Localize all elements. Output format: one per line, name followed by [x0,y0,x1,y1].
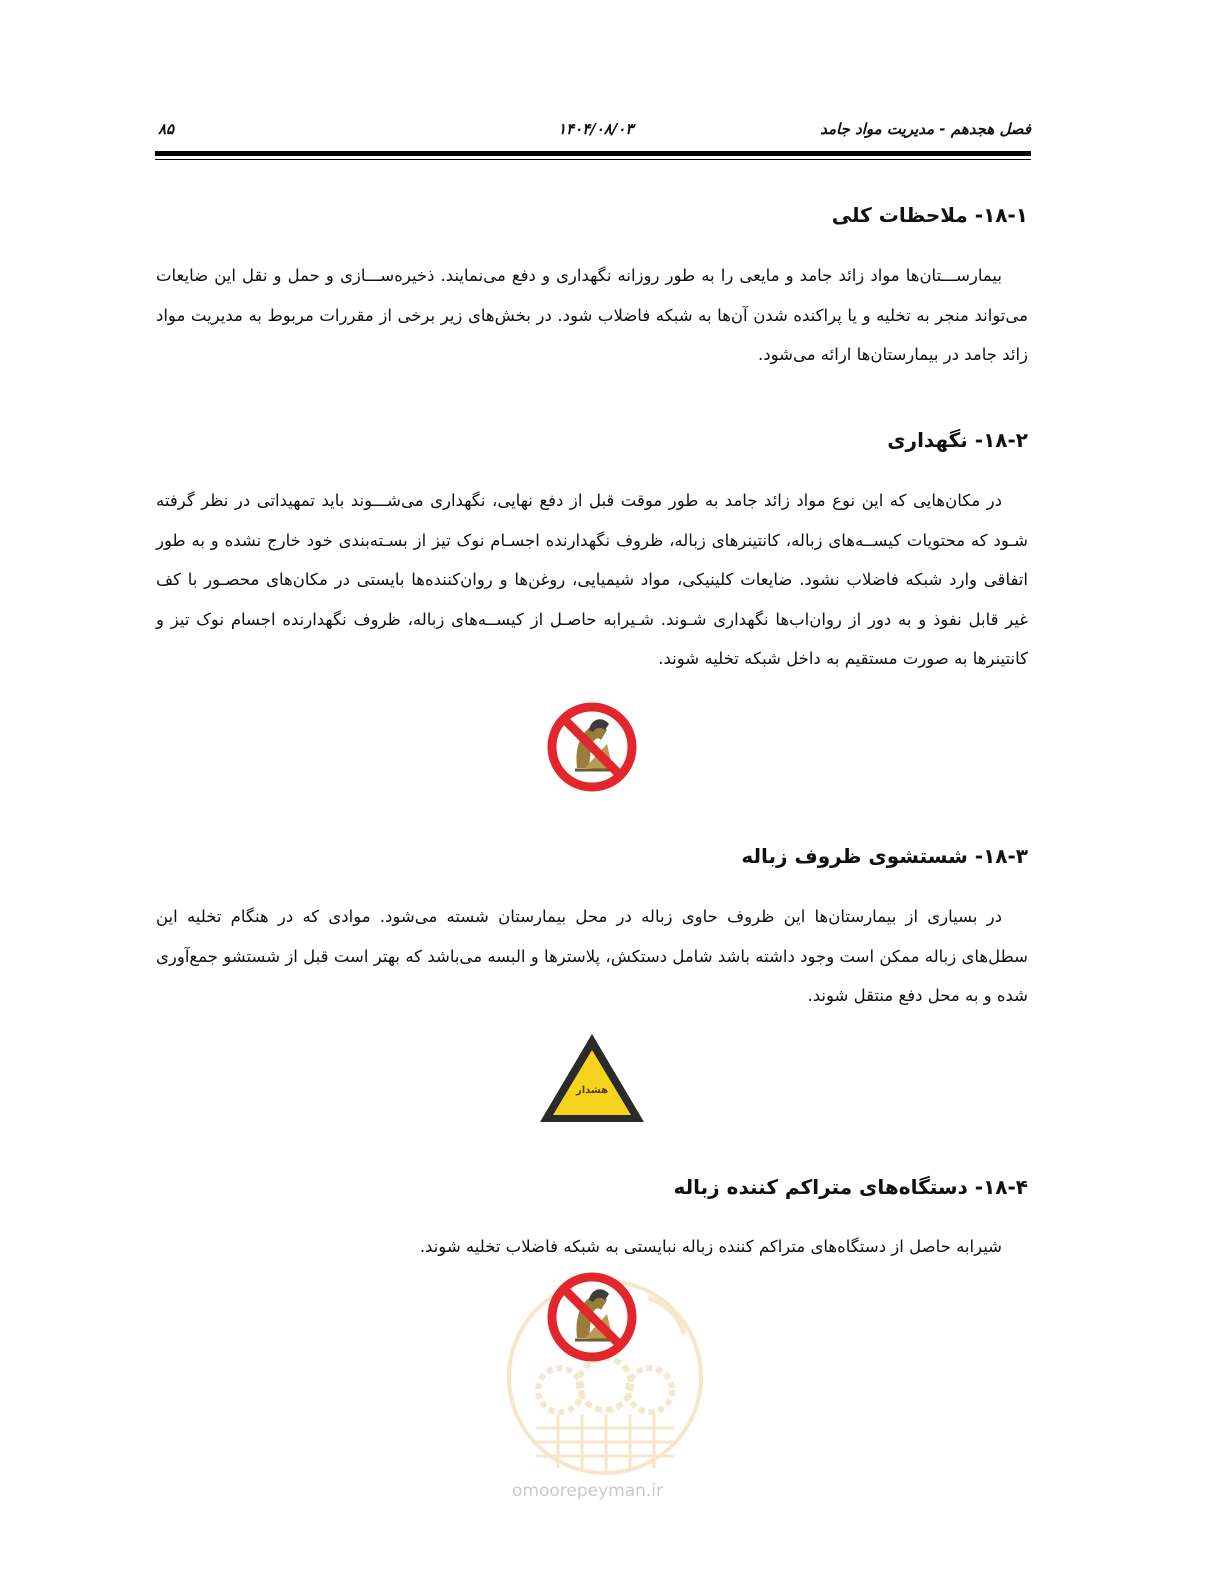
watermark-site: omoorepeyman.ir [512,1481,664,1501]
no-pouring-icon [545,700,639,794]
header-rule-thin [155,159,1031,160]
section-paragraph-3: در بسیاری از بیمارستان‌ها این ظروف حاوی زباله در محل بیمارستان شسته می‌شود. موادی که در هنگام تخلیه این سطل‌های زباله ممکن است وجود داشته باشد شامل دستکش، پلاسترها و البسه می‌باشد که بهتر است قبل از شستشو جمع‌آوری شده و به محل دفع منتقل شوند. [156,907,1028,1005]
chapter-title: فصل هجدهم - مدیریت مواد جامد [820,120,1031,138]
no-pouring-icon [545,1270,639,1364]
section-heading-2: ۱۸-۲- نگهداری [887,428,1028,452]
warning-label: هشدار [575,1085,609,1096]
section-heading-4: ۱۸-۴- دستگاه‌های متراکم کننده زباله [673,1175,1028,1199]
section-paragraph-2: در مکان‌هایی که این نوع مواد زائد جامد به طور موقت قبل از دفع نهایی، نگهداری می‌شـــوند باید تمهیداتی در نظر گرفته شـود که محتویات کیســه‌های زباله، کانتینرهای زباله، ظروف نگهدارنده اجسـام نوک تیز از بسـته‌بندی خود خارج نشده و به طور اتفاقی وارد شبکه فاضلاب نشود. ضایعات کلینیکی، مواد شیمیایی، روغن‌ها و روان‌کننده‌ها بایستی در مکان‌های محصـور با کف غیر قابل نفوذ و به دور از روان‌اب‌ها نگهداری شـوند. شـیرابه حاصـل از کیســه‌های زباله، ظروف نگهدارنده اجسام نوک تیز و کانتینرها به صورت مستقیم به داخل شبکه تخلیه شوند. [156,491,1028,668]
section-heading-3: ۱۸-۳- شستشوی ظروف زباله [741,844,1028,868]
section-paragraph-1: بیمارســـتان‌ها مواد زائد جامد و مایعی را به طور روزانه نگهداری و دفع می‌نمایند. ذخیره‌ســـازی و حمل و نقل این ضایعات می‌تواند منجر به تخلیه و یا پراکنده شدن آن‌ها به شبکه فاضلاب شود. در بخش‌های زیر برخی از مقررات مربوط به مدیریت مواد زائد جامد در بیمارستان‌ها ارائه می‌شود. [156,266,1028,364]
page-number: ۸۵ [158,120,175,138]
header-date: ۱۴۰۴/۰۸/۰۳ [558,120,634,138]
warning-triangle-icon [536,1030,648,1126]
section-heading-1: ۱۸-۱- ملاحظات کلی [831,203,1028,227]
header-rule-thick [155,151,1031,156]
section-paragraph-4: شیرابه حاصل از دستگاه‌های متراکم کننده زباله نبایستی به شبکه فاضلاب تخلیه شوند. [419,1237,1002,1256]
